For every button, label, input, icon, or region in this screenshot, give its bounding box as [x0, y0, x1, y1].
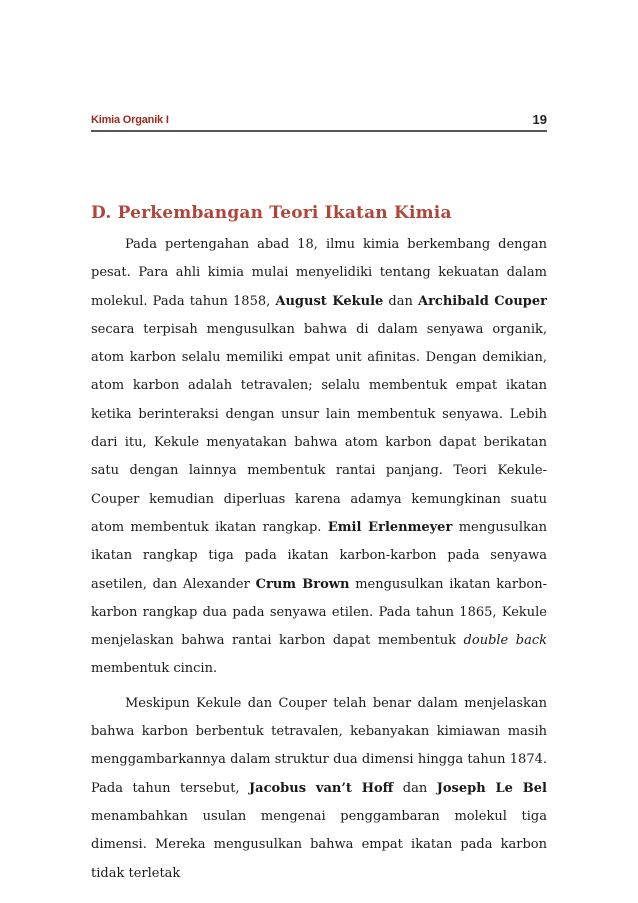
italic-term: double back	[463, 633, 547, 649]
scientist-name: Archibald Couper	[418, 293, 547, 309]
paragraph-2	[91, 690, 547, 888]
scientist-name: Crum Brown	[255, 576, 350, 592]
text-run: dan	[383, 293, 418, 309]
text-run: dan	[393, 780, 437, 796]
text-run: menambahkan usulan mengenai penggambaran molekul tiga dimensi. Mereka mengusulkan bahwa empat ikatan pada karbon tidak terletak	[91, 808, 547, 881]
text-run: secara terpisah mengusulkan bahwa di dalam senyawa organik, atom karbon selalu memiliki empat unit afinitas. Dengan demikian, atom karbon adalah tetravalen; selalu membentuk empat ikatan ketika berinteraksi dengan unsur lain membentuk senyawa. Lebih dari itu, Kekule menyatakan bahwa atom karbon dapat berikatan satu dengan lainnya membentuk rantai panjang. Teori Kekule-Couper kemudian diperluas karena adamya kemungkinan suatu atom membentuk ikatan rangkap.	[91, 321, 547, 535]
text-run: membentuk cincin.	[91, 661, 218, 677]
text-run: mengusulkan ikatan rangkap tiga pada ikatan karbon-karbon pada senyawa asetilen, dan Alexander	[91, 519, 548, 592]
scientist-name: Emil Erlenmeyer	[327, 519, 453, 535]
scientist-name: Joseph Le Bel	[436, 780, 547, 796]
paragraph-1	[91, 231, 547, 684]
scientist-name: August Kekule	[275, 293, 384, 309]
scientist-name: Jacobus van’t Hoff	[249, 780, 394, 796]
text-run: mengusulkan ikatan karbon-karbon rangkap dua pada senyawa etilen. Pada tahun 1865, Kekule menjelaskan bahwa rantai karbon dapat membentuk	[91, 576, 547, 649]
text-run: Pada pertengahan abad 18, ilmu kimia berkembang dengan pesat. Para ahli kimia mulai menyelidiki tentang kekuatan dalam molekul. Pada tahun 1858,	[91, 237, 547, 309]
body-text	[91, 231, 547, 888]
running-header	[91, 110, 547, 132]
text-run: Meskipun Kekule dan Couper telah benar dalam menjelaskan bahwa karbon berbentuk tetravalen, kebanyakan kimiawan masih menggambarkannya dalam struktur dua dimensi hingga tahun 1874. Pada tahun tersebut,	[91, 695, 547, 796]
book-title: Kimia Organik I	[91, 114, 169, 126]
page-number: 19	[532, 112, 547, 127]
section-heading: D. Perkembangan Teori Ikatan Kimia	[91, 203, 452, 223]
